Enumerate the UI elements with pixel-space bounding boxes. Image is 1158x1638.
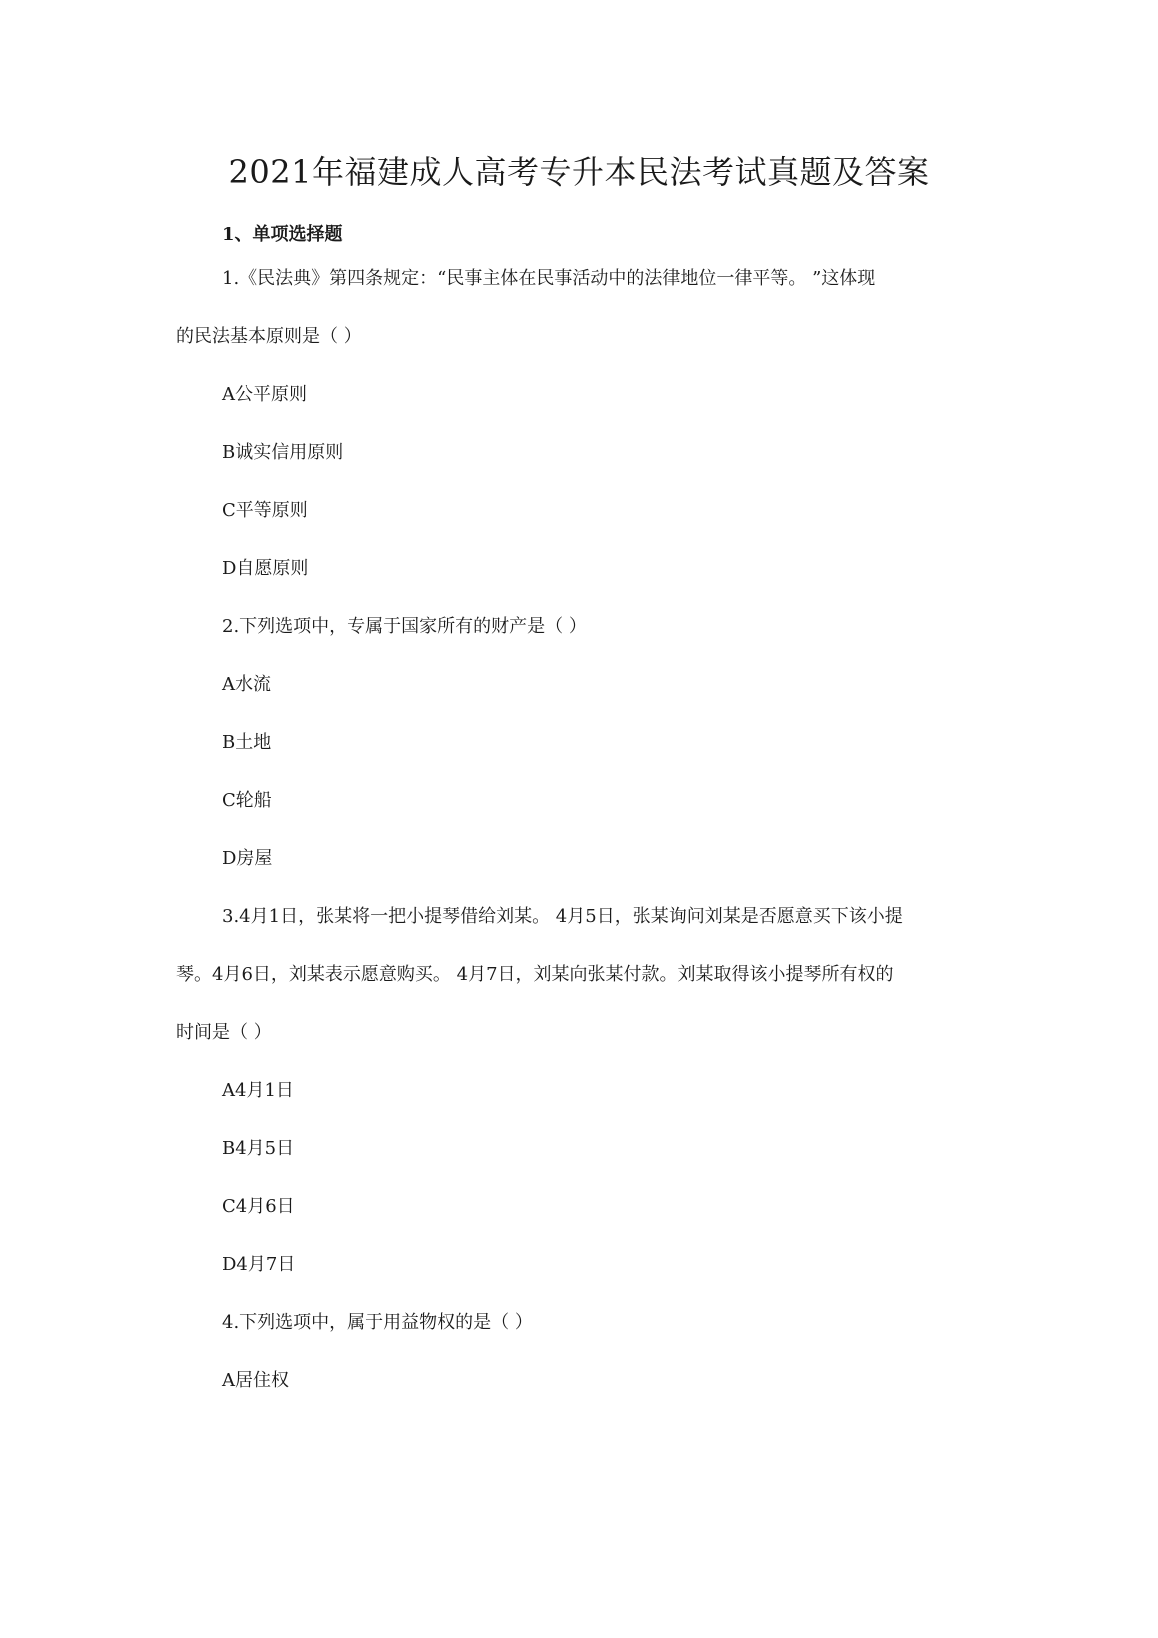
- question-1-option-d: D自愿原则: [222, 558, 309, 579]
- question-3-stem-line-3: 时间是（ ）: [176, 1022, 272, 1043]
- question-3-option-c: C4月6日: [222, 1196, 295, 1217]
- question-1-option-b: B诚实信用原则: [222, 442, 344, 463]
- question-1-option-c: C平等原则: [222, 500, 308, 521]
- question-3-stem-line-1: 3.4月1日，张某将一把小提琴借给刘某。 4月5日，张某询问刘某是否愿意买下该小提: [222, 906, 903, 927]
- question-1-stem-line-1: 1.《民法典》第四条规定：“民事主体在民事活动中的法律地位一律平等。 ”这体现: [222, 268, 876, 289]
- question-1-option-a: A公平原则: [222, 384, 307, 405]
- question-3-option-b: B4月5日: [222, 1138, 295, 1159]
- question-2-option-b: B土地: [222, 732, 272, 753]
- section-heading: 1、单项选择题: [222, 224, 343, 245]
- question-3-option-a: A4月1日: [222, 1080, 294, 1101]
- question-2-option-a: A水流: [222, 674, 271, 695]
- question-2-option-c: C轮船: [222, 790, 272, 811]
- question-3-stem-line-2: 琴。4月6日，刘某表示愿意购买。 4月7日，刘某向张某付款。刘某取得该小提琴所有权的: [176, 964, 894, 985]
- question-1-stem-line-2: 的民法基本原则是（ ）: [176, 326, 362, 347]
- document-title: 2021年福建成人高考专升本民法考试真题及答案: [228, 153, 930, 191]
- question-4-option-a: A居住权: [222, 1370, 289, 1391]
- question-2-stem-line-1: 2.下列选项中，专属于国家所有的财产是（ ）: [222, 616, 587, 637]
- question-2-option-d: D房屋: [222, 848, 273, 869]
- question-4-stem-line-1: 4.下列选项中，属于用益物权的是（ ）: [222, 1312, 533, 1333]
- question-3-option-d: D4月7日: [222, 1254, 296, 1275]
